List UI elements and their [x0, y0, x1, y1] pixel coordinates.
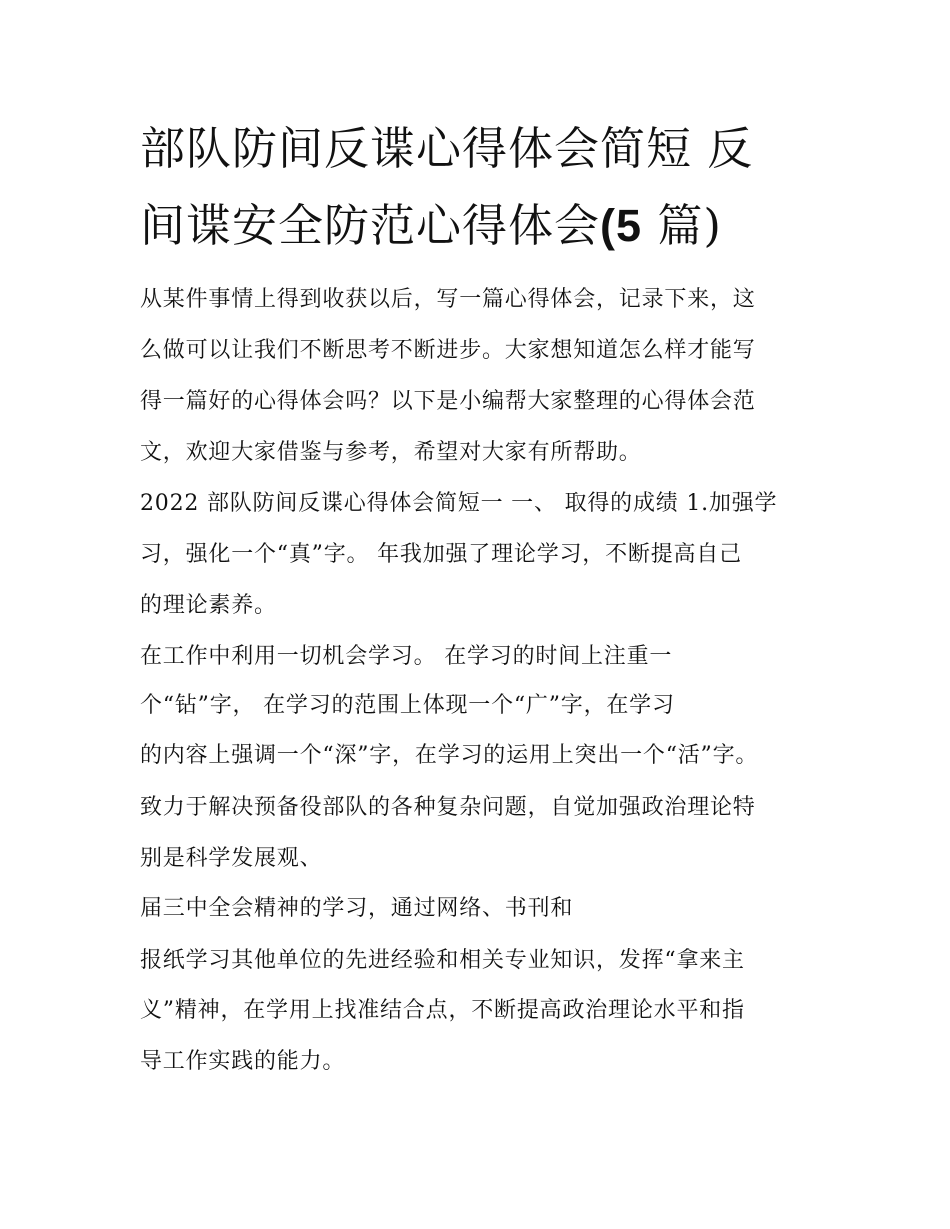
body-line: 别是科学发展观、 — [140, 846, 323, 871]
document-title-line-1 — [140, 122, 754, 175]
body-line: 得一篇好的心得体会吗？以下是小编帮大家整理的心得体会范 — [140, 389, 756, 414]
body-line: 么做可以让我们不断思考不断进步。大家想知道怎么样才能写 — [140, 338, 756, 363]
title-text-2c: 篇) — [642, 199, 722, 252]
body-line: 的理论素养。 — [140, 593, 277, 618]
body-line: 个“钻”字， 在学习的范围上体现一个“广”字，在学习 — [140, 693, 675, 718]
title-text-2b: (5 — [600, 200, 643, 251]
title-text-1: 部队防间反谍心得体会简短 反 — [140, 122, 754, 175]
body-line: 2022 部队防间反谍心得体会简短一 一、 取得的成绩 1.加强学 — [140, 491, 778, 516]
body-line: 习，强化一个“真”字。 年我加强了理论学习，不断提高自己 — [140, 542, 742, 567]
body-line: 的内容上强调一个“深”字，在学习的运用上突出一个“活”字。 — [140, 743, 759, 768]
document-title-line-2 — [140, 199, 722, 252]
body-line: 报纸学习其他单位的先进经验和相关专业知识，发挥“拿来主 — [140, 948, 745, 973]
body-line: 致力于解决预备役部队的各种复杂问题，自觉加强政治理论特 — [140, 795, 756, 820]
body-line: 在工作中利用一切机会学习。 在学习的时间上注重一 — [140, 644, 673, 669]
title-text-2a: 间谍安全防范心得体会 — [140, 199, 601, 252]
body-line: 义”精神，在学用上找准结合点，不断提高政治理论水平和指 — [140, 998, 745, 1023]
body-line: 导工作实践的能力。 — [140, 1049, 346, 1074]
body-line: 文，欢迎大家借鉴与参考，希望对大家有所帮助。 — [140, 440, 642, 465]
body-line: 届三中全会精神的学习，通过网络、书刊和 — [140, 896, 574, 921]
body-line: 从某件事情上得到收获以后，写一篇心得体会，记录下来，这 — [140, 287, 756, 312]
